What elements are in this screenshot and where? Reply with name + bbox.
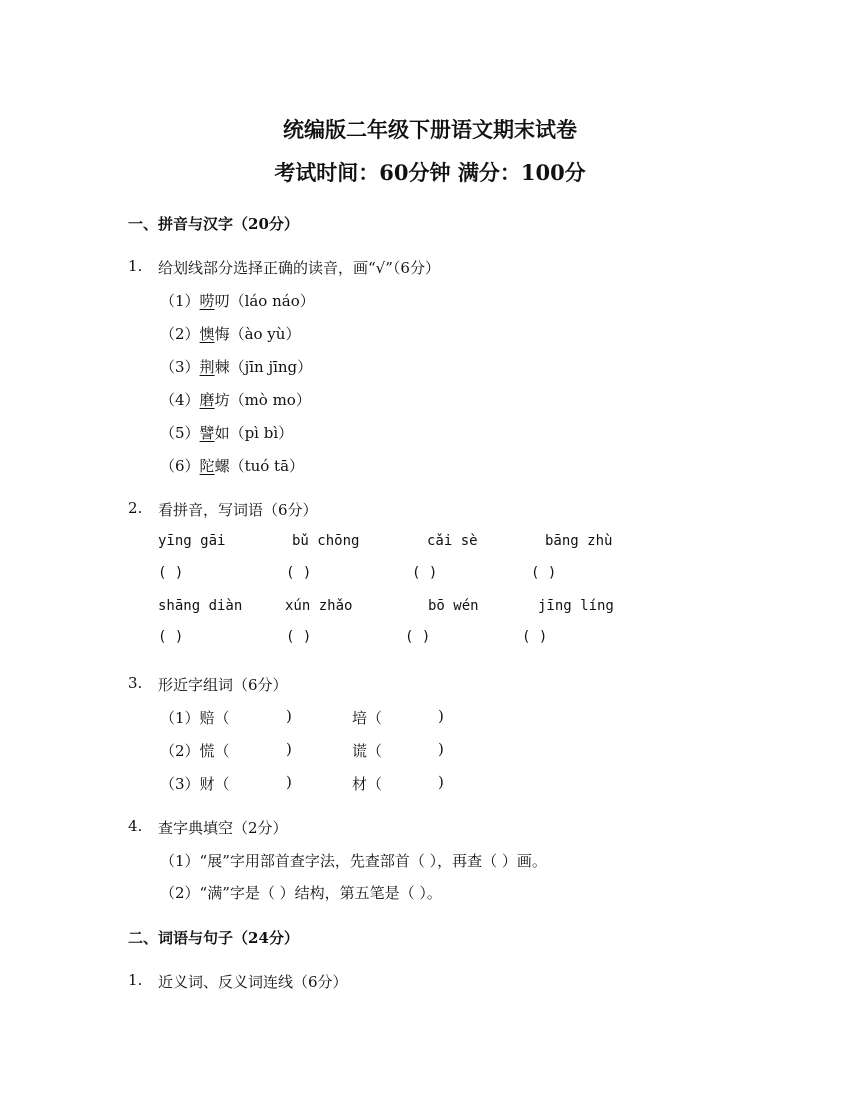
item-text: 棘（jīn jīng）: [214, 358, 313, 376]
list-item: [160, 422, 293, 443]
question-3-number: 3.: [128, 674, 143, 692]
word-pair-right: 培（: [352, 709, 383, 727]
answer-blank[interactable]: ( ): [158, 629, 184, 645]
word-pair-left: （2）慌（: [160, 742, 230, 760]
answer-blank[interactable]: ( ): [158, 565, 184, 581]
item-number: （5）: [160, 424, 200, 442]
item-text: 叨（láo náo）: [214, 292, 315, 310]
word-pair-right: 谎（: [352, 742, 383, 760]
item-number: （4）: [160, 391, 200, 409]
item-number: （6）: [160, 457, 200, 475]
answer-blank[interactable]: ( ): [412, 565, 438, 581]
question-2-number: 2.: [128, 499, 143, 517]
fill-line-1: （1）“展”字用部首查字法，先查部首（ ），再查（ ）画。: [160, 852, 547, 870]
answer-blank[interactable]: ( ): [405, 629, 431, 645]
question-5-number: 1.: [128, 971, 143, 989]
paren-close: ): [438, 740, 444, 758]
section-heading-2: 二、词语与句子（24分）: [128, 929, 299, 947]
word-pair-left: （3）财（: [160, 775, 230, 793]
list-item: [160, 290, 315, 311]
item-text: 如（pì bì）: [214, 424, 294, 442]
list-item: [160, 356, 312, 377]
question-5-text: 近义词、反义词连线（6分）: [158, 973, 348, 991]
list-item: [160, 455, 304, 476]
underlined-char: 唠: [199, 292, 215, 310]
underlined-char: 懊: [199, 325, 215, 343]
pinyin-cell: bǔ chōng: [292, 533, 360, 549]
answer-blank[interactable]: ( ): [522, 629, 548, 645]
list-item: [160, 323, 300, 344]
item-text: 坊（mò mo）: [214, 391, 311, 409]
question-4-text: 查字典填空（2分）: [158, 819, 288, 837]
item-number: （1）: [160, 292, 200, 310]
underlined-char: 譬: [199, 424, 215, 442]
fill-line-2: （2）“满”字是（ ）结构，第五笔是（ ）。: [160, 884, 442, 902]
pinyin-cell: cǎi sè: [427, 533, 478, 549]
answer-blank[interactable]: ( ): [286, 565, 312, 581]
answer-blank[interactable]: ( ): [286, 629, 312, 645]
pinyin-cell: shāng diàn: [158, 598, 243, 614]
word-pair-left: （1）赔（: [160, 709, 230, 727]
answer-blank[interactable]: ( ): [531, 565, 557, 581]
paren-close: ): [438, 707, 444, 725]
pinyin-cell: bāng zhù: [545, 533, 613, 549]
item-text: 悔（ào yù）: [214, 325, 301, 343]
underlined-char: 陀: [199, 457, 215, 475]
pinyin-cell: jīng líng: [538, 598, 614, 614]
word-pair-right: 材（: [352, 775, 383, 793]
underlined-char: 荆: [199, 358, 215, 376]
paren-close: ): [286, 707, 292, 725]
paren-close: ): [286, 740, 292, 758]
paren-close: ): [438, 773, 444, 791]
question-4-number: 4.: [128, 817, 143, 835]
question-2-text: 看拼音，写词语（6分）: [158, 501, 318, 519]
exam-title: 统编版二年级下册语文期末试卷: [283, 117, 577, 142]
question-3-text: 形近字组词（6分）: [158, 676, 288, 694]
paren-close: ): [286, 773, 292, 791]
item-text: 螺（tuó tā）: [214, 457, 305, 475]
item-number: （2）: [160, 325, 200, 343]
question-1-number: 1.: [128, 257, 143, 275]
pinyin-cell: xún zhǎo: [285, 598, 353, 614]
pinyin-cell: yīng gāi: [158, 533, 226, 549]
section-heading-1: 一、拼音与汉字（20分）: [128, 215, 299, 233]
question-1-text: 给划线部分选择正确的读音，画“√”（6分）: [158, 259, 440, 277]
list-item: [160, 389, 311, 410]
underlined-char: 磨: [199, 391, 215, 409]
item-number: （3）: [160, 358, 200, 376]
exam-subtitle: 考试时间：60分钟 满分：100分: [274, 160, 586, 185]
pinyin-cell: bō wén: [428, 598, 479, 614]
